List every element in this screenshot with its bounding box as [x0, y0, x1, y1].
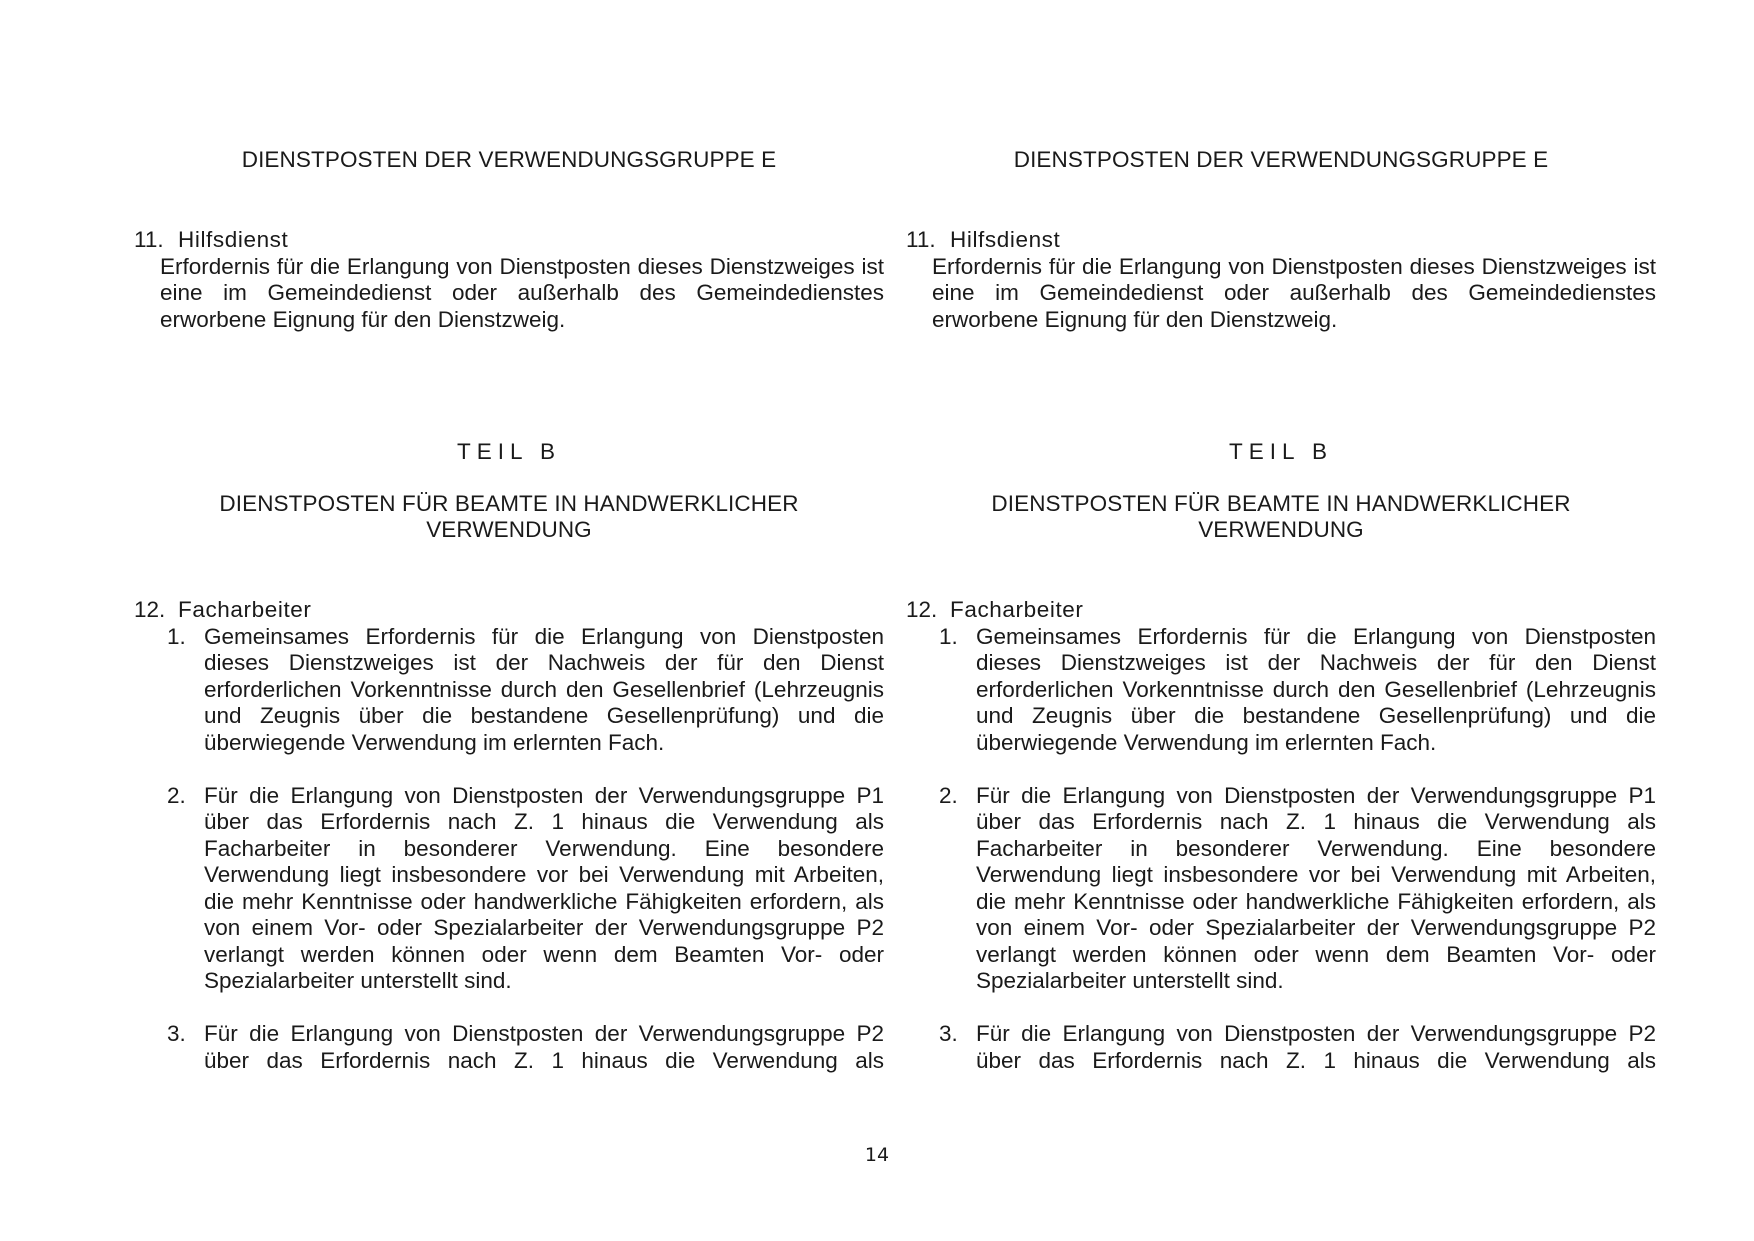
section-11 — [134, 227, 884, 333]
list-item — [906, 624, 1656, 757]
section-name: Facharbeiter — [178, 597, 312, 622]
section-body: Erfordernis für die Erlangung von Dienstposten dieses Dienstzweiges ist eine im Gemeindedienst oder außerhalb des Gemeindedienstes erworbene Eignung für den Dienstzweig. — [160, 253, 884, 332]
item-text: Gemeinsames Erfordernis für die Erlangung von Dienstposten dieses Dienstzweiges ist der Nachweis der für den Dienst erforderlichen Vorkenntnisse durch den Gesellenbrief (Lehrzeugnis und Zeugnis über die bestandene Gesellenprüfung) und die überwiegende Verwendung im erlernten Fach. — [204, 623, 884, 755]
item-text: Gemeinsames Erfordernis für die Erlangung von Dienstposten dieses Dienstzweiges ist der Nachweis der für den Dienst erforderlichen Vorkenntnisse durch den Gesellenbrief (Lehrzeugnis und Zeugnis über die bestandene Gesellenprüfung) und die überwiegende Verwendung im erlernten Fach. — [976, 623, 1656, 755]
item-number: 3. — [939, 1021, 958, 1046]
section-number: 12. — [906, 597, 938, 622]
group-heading: DIENSTPOSTEN DER VERWENDUNGSGRUPPE E — [1013, 147, 1549, 172]
item-text: Für die Erlangung von Dienstposten der Verwendungsgruppe P2 über das Erfordernis nach Z. 1 hinaus die Verwendung als — [204, 1021, 884, 1073]
section-body: Erfordernis für die Erlangung von Dienstposten dieses Dienstzweiges ist eine im Gemeindedienst oder außerhalb des Gemeindedienstes erworbene Eignung für den Dienstzweig. — [932, 253, 1656, 332]
item-text: Für die Erlangung von Dienstposten der Verwendungsgruppe P2 über das Erfordernis nach Z. 1 hinaus die Verwendung als — [976, 1021, 1656, 1073]
section-title — [134, 597, 884, 624]
part-label: TEIL B — [1229, 439, 1333, 464]
section-title — [134, 227, 884, 254]
item-text: Für die Erlangung von Dienstposten der Verwendungsgruppe P1 über das Erfordernis nach Z. 1 hinaus die Verwendung als Facharbeiter in besonderer Verwendung. Eine besondere Verwendung liegt insbesondere vor bei Verwendung mit Arbeiten, die mehr Kenntnisse oder handwerkliche Fähigkeiten erfordern, als von einem Vor- oder Spezialarbeiter der Verwendungsgruppe P2 verlangt werden können oder wenn dem Beamten Vor- oder Spezialarbeiter unterstellt sind. — [976, 782, 1656, 993]
section-name: Hilfsdienst — [950, 227, 1061, 252]
item-number: 1. — [167, 623, 186, 649]
section-11 — [906, 227, 1656, 333]
page-number: 14 — [864, 1144, 890, 1166]
section-title — [906, 227, 1656, 254]
item-number: 2. — [167, 782, 186, 808]
part-label: TEIL B — [457, 439, 561, 464]
section-number: 12. — [134, 597, 166, 622]
item-number: 2. — [939, 782, 958, 808]
section-name: Hilfsdienst — [178, 227, 289, 252]
item-number: 1. — [939, 623, 958, 649]
list-item — [134, 1021, 884, 1074]
group-heading: DIENSTPOSTEN DER VERWENDUNGSGRUPPE E — [241, 147, 777, 172]
section-12 — [134, 597, 884, 1074]
list-item — [134, 783, 884, 995]
item-text: Für die Erlangung von Dienstposten der Verwendungsgruppe P1 über das Erfordernis nach Z. 1 hinaus die Verwendung als Facharbeiter in besonderer Verwendung. Eine besondere Verwendung liegt insbesondere vor bei Verwendung mit Arbeiten, die mehr Kenntnisse oder handwerkliche Fähigkeiten erfordern, als von einem Vor- oder Spezialarbeiter der Verwendungsgruppe P2 verlangt werden können oder wenn dem Beamten Vor- oder Spezialarbeiter unterstellt sind. — [204, 782, 884, 993]
section-12 — [906, 597, 1656, 1074]
section-title — [906, 597, 1656, 624]
left-column — [134, 0, 884, 1241]
part-title: DIENSTPOSTEN FÜR BEAMTE IN HANDWERKLICHER VERWENDUNG — [219, 491, 799, 542]
list-item — [134, 624, 884, 757]
right-column — [906, 0, 1656, 1241]
list-item — [906, 783, 1656, 995]
section-number: 11. — [906, 227, 936, 252]
part-title: DIENSTPOSTEN FÜR BEAMTE IN HANDWERKLICHER VERWENDUNG — [991, 491, 1571, 542]
section-name: Facharbeiter — [950, 597, 1084, 622]
section-number: 11. — [134, 227, 164, 252]
item-number: 3. — [167, 1021, 186, 1046]
list-item — [906, 1021, 1656, 1074]
